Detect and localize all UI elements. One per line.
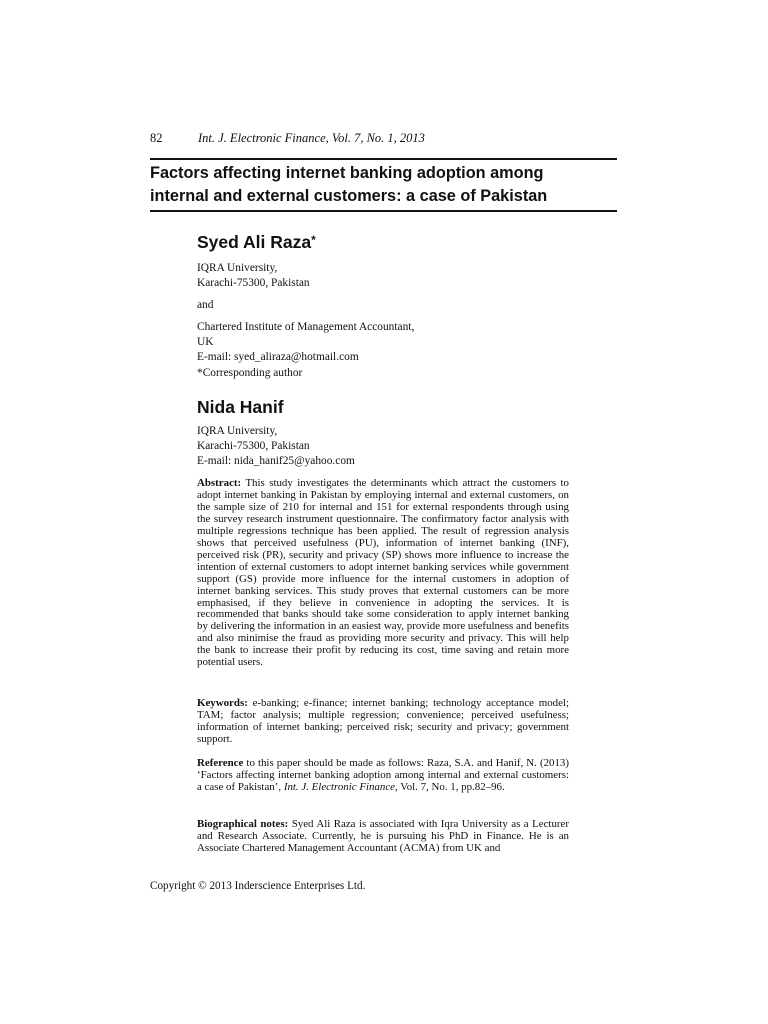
affiliation-line: Karachi-75300, Pakistan [197,277,310,290]
bio-label: Biographical notes: [197,819,289,830]
author-1-affiliation [197,261,310,291]
keywords-paragraph [197,698,569,746]
author-2-affiliation [197,424,355,470]
author-1-affiliation-2 [197,320,414,381]
reference-text-end: , Vol. 7, No. 1, pp.82–96. [395,780,505,793]
page-number: 82 [150,131,163,145]
affiliation-line: IQRA University, [197,425,278,437]
running-header [150,131,425,146]
keywords-label: Keywords: [197,697,248,709]
title-line-2: internal and external customers: a case of Pakistan [150,187,548,205]
corresponding-marker: * [311,233,316,247]
reference-label: Reference [197,757,244,769]
title-line-1: Factors affecting internet banking adoption among [150,164,544,182]
author-name-2 [197,397,284,418]
author-2-name: Nida Hanif [197,397,284,417]
author-2-email: E-mail: nida_hanif25@yahoo.com [197,455,355,468]
author-1-name: Syed Ali Raza [197,232,312,252]
journal-citation: Int. J. Electronic Finance, Vol. 7, No. 1, 2013 [198,131,425,145]
title-rule-bottom [150,210,617,212]
paper-title [150,162,620,208]
author-name-1 [197,232,316,253]
affiliation-line: IQRA University, [197,262,278,274]
abstract-label: Abstract: [197,477,242,489]
biographical-notes [197,819,569,860]
affiliation-line: Karachi-75300, Pakistan [197,440,310,453]
affiliation-line: UK [197,336,214,349]
copyright-notice: Copyright © 2013 Inderscience Enterprises Ltd. [150,880,366,892]
corresponding-author-note: *Corresponding author [197,366,303,379]
reference-paragraph [197,758,569,794]
abstract-text: This study investigates the determinants which attract the customers to adopt internet banking in Pakistan by employing internal and external customers, on the sample size of 210 for internal and 151 for external respondents through using the survey research instrument questionnaire. The confirmatory factor analysis with multiple regressions technique has been applied. The result of regression analysis shows that perceived usefulness (PU), information of internet banking (INF), perceived risk (PR), security and privacy (SP) shows more influence to increase the intention of external customers to adopt internet banking services while government support (GS) provide more influence for the internal customers in adoption of internet banking services. This study proves that external customers can be more emphasised, if they believe in convenience in adopting the services. It is recommended that banks should take some consideration to apply internet banking by delivering the information in an easiest way, provide more usefulness and benefits and also minimise the fraud as providing more security and privacy. This will help the bank to increase their profit by reducing its cost, time saving and retain more potential users. [197,477,569,669]
reference-journal: Int. J. Electronic Finance [283,780,395,793]
keywords-text: e-banking; e-finance; internet banking; technology acceptance model; TAM; factor analysis; multiple regression; convenience; perceived usefulness; information of internet banking; perceived risk; security and privacy; government support. [197,697,569,745]
affiliation-line: Chartered Institute of Management Accountant, [197,321,415,333]
reference-text: to this paper should be made as follows: Raza, S.A. and Hanif, N. (2013) ‘Factors affecting internet banking adoption among internal and external customers: a case of Pakistan’, [197,757,569,793]
affiliation-conjunction: and [197,299,214,311]
author-1-email: E-mail: syed_aliraza@hotmail.com [197,351,359,364]
title-rule-top [150,158,617,160]
abstract-paragraph [197,478,569,669]
bio-text: Syed Ali Raza is associated with Iqra University as a Lecturer and Research Associate. Currently, he is pursuing his PhD in Finance. He is an Associate Chartered Management Accountant (ACMA) from UK and [197,819,569,854]
